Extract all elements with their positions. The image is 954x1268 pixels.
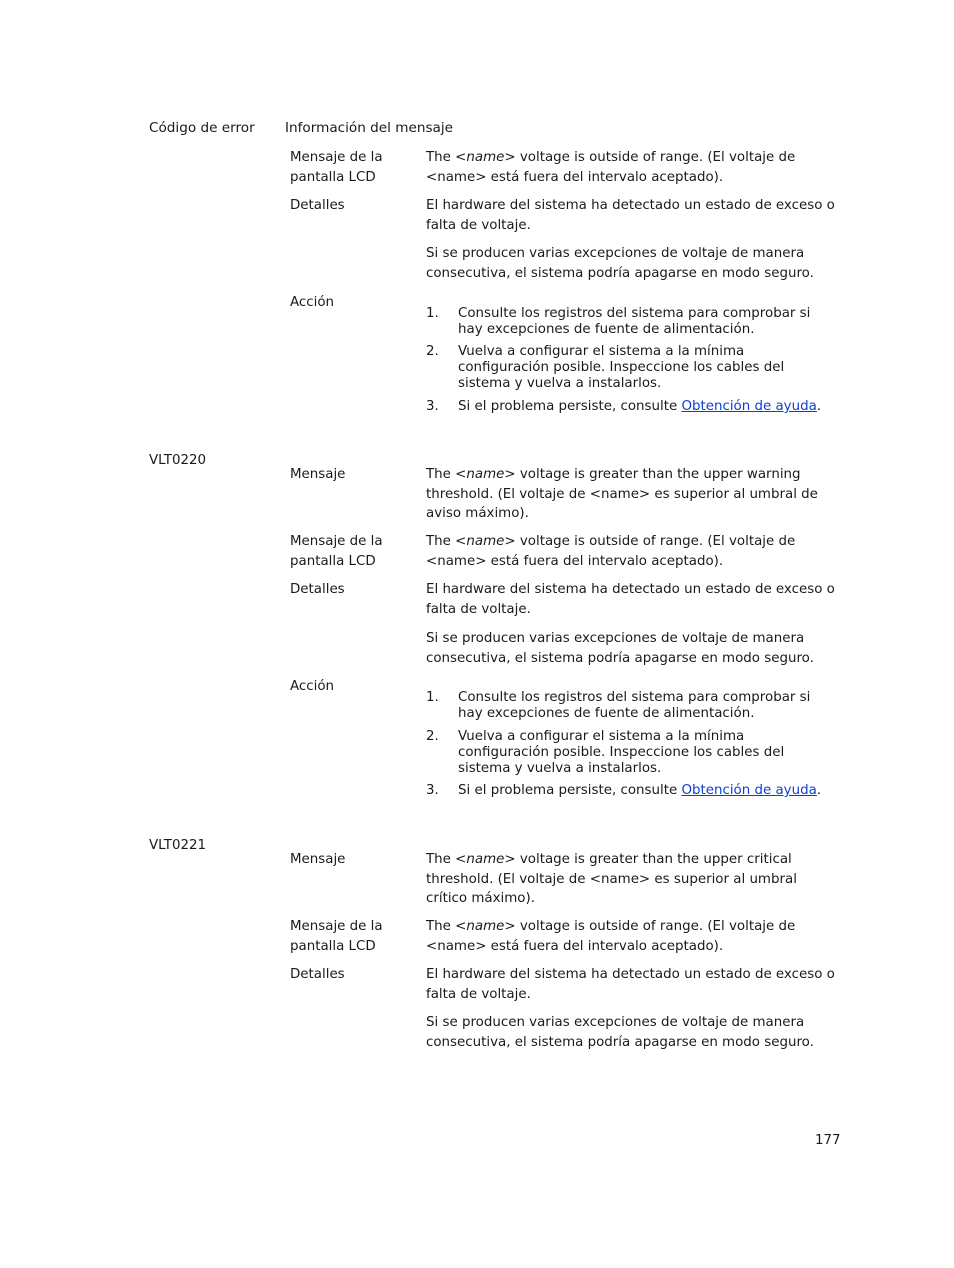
label-details: Detalles <box>290 967 345 982</box>
error-code-vlt0220: VLT0220 <box>149 453 207 468</box>
details-paragraph-1: El hardware del sistema ha detectado un estado de exceso o falta de voltaje. <box>426 967 835 1002</box>
column-header-error-code: Código de error <box>149 120 255 136</box>
details-paragraph-1: El hardware del sistema ha detectado un estado de exceso o falta de voltaje. <box>426 198 835 233</box>
help-link[interactable]: Obtención de ayuda <box>681 783 817 798</box>
label-details: Detalles <box>290 582 345 597</box>
label-lcd-message: Mensaje de la pantalla LCD <box>290 919 383 954</box>
details-paragraph-2: Si se producen varias excepciones de voltaje de manera consecutiva, el sistema podría apagarse en modo seguro. <box>426 246 814 281</box>
lcd-message-text: The <name> voltage is outside of range. (El voltaje de <name> está fuera del intervalo aceptado). <box>426 150 796 185</box>
label-action: Acción <box>290 679 335 694</box>
details-paragraph-2: Si se producen varias excepciones de voltaje de manera consecutiva, el sistema podría apagarse en modo seguro. <box>426 1015 814 1050</box>
label-lcd-message: Mensaje de la pantalla LCD <box>290 534 383 569</box>
details-paragraph-1: El hardware del sistema ha detectado un estado de exceso o falta de voltaje. <box>426 582 835 617</box>
label-details: Detalles <box>290 198 345 213</box>
help-link[interactable]: Obtención de ayuda <box>681 399 817 414</box>
label-message: Mensaje <box>290 852 346 867</box>
lcd-message-text: The <name> voltage is outside of range. (El voltaje de <name> está fuera del intervalo aceptado). <box>426 919 796 954</box>
lcd-message-text: The <name> voltage is outside of range. (El voltaje de <name> está fuera del intervalo aceptado). <box>426 534 796 569</box>
details-paragraph-2: Si se producen varias excepciones de voltaje de manera consecutiva, el sistema podría apagarse en modo seguro. <box>426 631 814 666</box>
message-text: The <name> voltage is greater than the upper critical threshold. (El voltaje de <name> es superior al umbral crítico máximo). <box>426 852 797 906</box>
label-action: Acción <box>290 295 335 310</box>
label-lcd-message: Mensaje de la pantalla LCD <box>290 150 383 185</box>
page-number: 177 <box>815 1133 841 1148</box>
error-code-vlt0221: VLT0221 <box>149 838 207 853</box>
label-message: Mensaje <box>290 467 346 482</box>
column-header-message-info: Información del mensaje <box>285 120 454 136</box>
message-text: The <name> voltage is greater than the upper warning threshold. (El voltaje de <name> es superior al umbral de aviso máximo). <box>426 467 818 521</box>
